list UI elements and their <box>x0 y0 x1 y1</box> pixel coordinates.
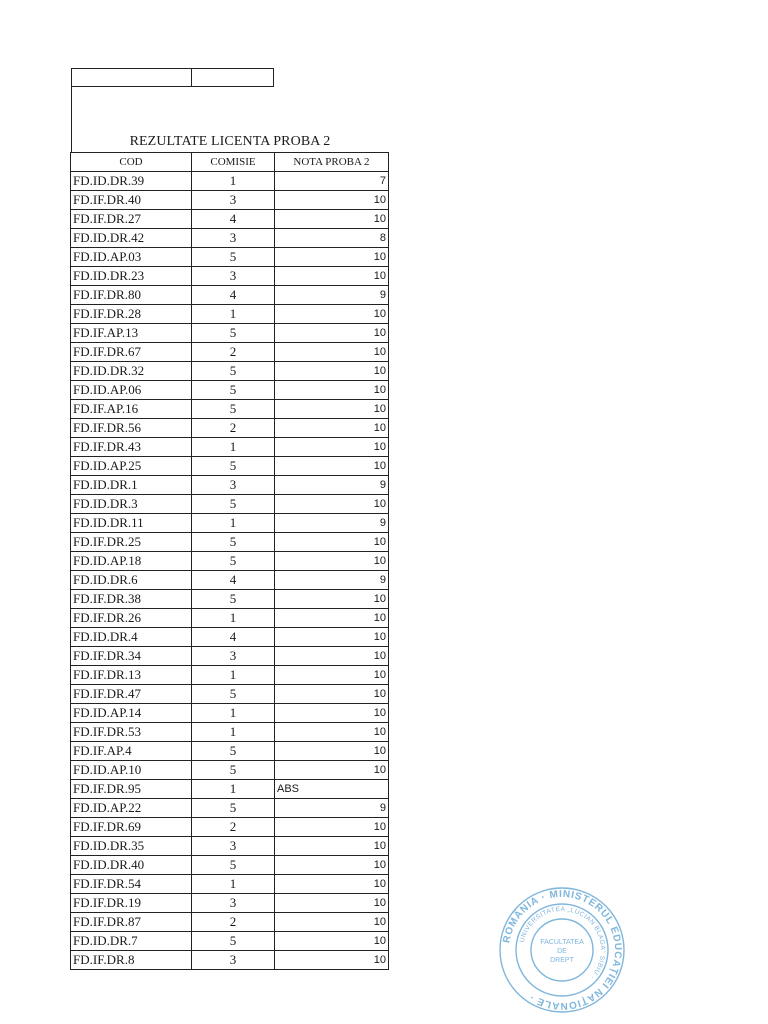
comisie-cell: 5 <box>192 685 275 704</box>
nota-cell: 10 <box>275 210 389 229</box>
table-row <box>71 552 389 571</box>
table-row <box>71 856 389 875</box>
comisie-cell: 4 <box>192 286 275 305</box>
nota-cell: 10 <box>275 305 389 324</box>
comisie-cell: 1 <box>192 704 275 723</box>
cod-cell: FD.ID.AP.14 <box>71 704 192 723</box>
table-row <box>71 438 389 457</box>
results-table <box>70 152 389 970</box>
table-row <box>71 533 389 552</box>
header-box-divider <box>191 69 192 86</box>
cod-cell: FD.ID.DR.11 <box>71 514 192 533</box>
nota-cell: 10 <box>275 590 389 609</box>
cod-cell: FD.ID.AP.03 <box>71 248 192 267</box>
comisie-cell: 2 <box>192 818 275 837</box>
nota-cell: 10 <box>275 742 389 761</box>
cod-cell: FD.IF.DR.95 <box>71 780 192 799</box>
nota-cell: 10 <box>275 951 389 970</box>
cod-cell: FD.ID.AP.22 <box>71 799 192 818</box>
cod-cell: FD.IF.DR.56 <box>71 419 192 438</box>
table-row <box>71 780 389 799</box>
table-row <box>71 818 389 837</box>
stamp-center-line-2: DE <box>557 948 567 955</box>
nota-cell: 10 <box>275 723 389 742</box>
comisie-cell: 5 <box>192 381 275 400</box>
nota-cell: 10 <box>275 647 389 666</box>
nota-cell: 10 <box>275 248 389 267</box>
table-row <box>71 685 389 704</box>
table-row <box>71 571 389 590</box>
comisie-cell: 3 <box>192 476 275 495</box>
comisie-cell: 1 <box>192 666 275 685</box>
table-row <box>71 172 389 191</box>
comisie-cell: 5 <box>192 248 275 267</box>
comisie-cell: 3 <box>192 647 275 666</box>
comisie-cell: 4 <box>192 571 275 590</box>
table-row <box>71 191 389 210</box>
cod-cell: FD.ID.DR.39 <box>71 172 192 191</box>
comisie-cell: 5 <box>192 362 275 381</box>
cod-cell: FD.ID.AP.25 <box>71 457 192 476</box>
nota-cell: 10 <box>275 495 389 514</box>
nota-cell: 10 <box>275 913 389 932</box>
table-row <box>71 932 389 951</box>
nota-cell: 9 <box>275 799 389 818</box>
comisie-cell: 1 <box>192 514 275 533</box>
comisie-cell: 3 <box>192 837 275 856</box>
table-row <box>71 229 389 248</box>
nota-cell: 10 <box>275 894 389 913</box>
cod-cell: FD.IF.DR.26 <box>71 609 192 628</box>
nota-cell: 10 <box>275 438 389 457</box>
nota-cell: 10 <box>275 818 389 837</box>
comisie-cell: 5 <box>192 932 275 951</box>
table-row <box>71 267 389 286</box>
stamp-center-line-3: DREPT <box>550 957 574 964</box>
nota-cell: 10 <box>275 628 389 647</box>
nota-cell: ABS <box>275 780 389 799</box>
comisie-cell: 1 <box>192 609 275 628</box>
nota-cell: 10 <box>275 324 389 343</box>
cod-cell: FD.IF.DR.43 <box>71 438 192 457</box>
results-table-body <box>71 172 389 970</box>
cod-cell: FD.ID.DR.7 <box>71 932 192 951</box>
cod-cell: FD.ID.DR.32 <box>71 362 192 381</box>
column-header-cod: COD <box>71 153 192 172</box>
table-row <box>71 704 389 723</box>
nota-cell: 10 <box>275 704 389 723</box>
cod-cell: FD.IF.DR.19 <box>71 894 192 913</box>
table-row <box>71 457 389 476</box>
table-row <box>71 723 389 742</box>
table-row <box>71 381 389 400</box>
comisie-cell: 1 <box>192 723 275 742</box>
header-empty-box <box>71 68 274 87</box>
table-row <box>71 742 389 761</box>
table-row <box>71 286 389 305</box>
comisie-cell: 1 <box>192 438 275 457</box>
table-row <box>71 495 389 514</box>
cod-cell: FD.ID.DR.1 <box>71 476 192 495</box>
table-row <box>71 913 389 932</box>
cod-cell: FD.IF.DR.38 <box>71 590 192 609</box>
table-row <box>71 875 389 894</box>
cod-cell: FD.ID.AP.10 <box>71 761 192 780</box>
nota-cell: 10 <box>275 267 389 286</box>
cod-cell: FD.ID.DR.42 <box>71 229 192 248</box>
cod-cell: FD.IF.DR.67 <box>71 343 192 362</box>
comisie-cell: 5 <box>192 856 275 875</box>
stamp-outer-text: ROMÂNIA · MINISTERUL EDUCAȚIEI NAȚIONALE · <box>501 888 624 1012</box>
nota-cell: 10 <box>275 343 389 362</box>
nota-cell: 9 <box>275 476 389 495</box>
nota-cell: 10 <box>275 837 389 856</box>
cod-cell: FD.ID.DR.4 <box>71 628 192 647</box>
cod-cell: FD.IF.DR.80 <box>71 286 192 305</box>
comisie-cell: 5 <box>192 742 275 761</box>
table-row <box>71 400 389 419</box>
cod-cell: FD.ID.DR.40 <box>71 856 192 875</box>
nota-cell: 10 <box>275 457 389 476</box>
cod-cell: FD.ID.DR.3 <box>71 495 192 514</box>
comisie-cell: 5 <box>192 590 275 609</box>
cod-cell: FD.ID.AP.06 <box>71 381 192 400</box>
table-row <box>71 799 389 818</box>
table-row <box>71 761 389 780</box>
stamp-center-line-1: FACULTATEA <box>540 939 584 946</box>
comisie-cell: 1 <box>192 780 275 799</box>
nota-cell: 10 <box>275 552 389 571</box>
nota-cell: 10 <box>275 932 389 951</box>
nota-cell: 10 <box>275 685 389 704</box>
nota-cell: 9 <box>275 514 389 533</box>
cod-cell: FD.ID.DR.6 <box>71 571 192 590</box>
column-header-comisie: COMISIE <box>192 153 275 172</box>
faculty-stamp <box>498 886 626 1014</box>
comisie-cell: 3 <box>192 951 275 970</box>
table-row <box>71 343 389 362</box>
comisie-cell: 4 <box>192 628 275 647</box>
cod-cell: FD.IF.DR.13 <box>71 666 192 685</box>
nota-cell: 10 <box>275 666 389 685</box>
table-row <box>71 419 389 438</box>
cod-cell: FD.IF.DR.87 <box>71 913 192 932</box>
comisie-cell: 5 <box>192 533 275 552</box>
column-header-nota: NOTA PROBA 2 <box>275 153 389 172</box>
cod-cell: FD.IF.DR.8 <box>71 951 192 970</box>
table-row <box>71 248 389 267</box>
nota-cell: 10 <box>275 875 389 894</box>
nota-cell: 10 <box>275 400 389 419</box>
comisie-cell: 1 <box>192 875 275 894</box>
table-row <box>71 362 389 381</box>
comisie-cell: 5 <box>192 761 275 780</box>
comisie-cell: 5 <box>192 799 275 818</box>
cod-cell: FD.ID.DR.35 <box>71 837 192 856</box>
cod-cell: FD.IF.DR.54 <box>71 875 192 894</box>
table-row <box>71 609 389 628</box>
comisie-cell: 2 <box>192 343 275 362</box>
comisie-cell: 4 <box>192 210 275 229</box>
cod-cell: FD.IF.DR.69 <box>71 818 192 837</box>
comisie-cell: 5 <box>192 324 275 343</box>
table-row <box>71 666 389 685</box>
nota-cell: 10 <box>275 533 389 552</box>
table-header-row <box>71 153 389 172</box>
cod-cell: FD.IF.AP.13 <box>71 324 192 343</box>
nota-cell: 10 <box>275 191 389 210</box>
comisie-cell: 2 <box>192 419 275 438</box>
cod-cell: FD.IF.AP.4 <box>71 742 192 761</box>
comisie-cell: 3 <box>192 229 275 248</box>
cod-cell: FD.IF.DR.27 <box>71 210 192 229</box>
comisie-cell: 5 <box>192 495 275 514</box>
comisie-cell: 5 <box>192 552 275 571</box>
table-row <box>71 476 389 495</box>
nota-cell: 10 <box>275 761 389 780</box>
comisie-cell: 5 <box>192 400 275 419</box>
nota-cell: 10 <box>275 381 389 400</box>
table-row <box>71 894 389 913</box>
comisie-cell: 1 <box>192 172 275 191</box>
nota-cell: 8 <box>275 229 389 248</box>
nota-cell: 10 <box>275 362 389 381</box>
comisie-cell: 3 <box>192 191 275 210</box>
cod-cell: FD.ID.AP.18 <box>71 552 192 571</box>
comisie-cell: 1 <box>192 305 275 324</box>
cod-cell: FD.IF.DR.34 <box>71 647 192 666</box>
nota-cell: 10 <box>275 419 389 438</box>
table-row <box>71 647 389 666</box>
table-row <box>71 210 389 229</box>
cod-cell: FD.IF.DR.25 <box>71 533 192 552</box>
nota-cell: 7 <box>275 172 389 191</box>
cod-cell: FD.IF.DR.47 <box>71 685 192 704</box>
table-row <box>71 590 389 609</box>
stamp-inner-text: UNIVERSITATEA „LUCIAN BLAGA” SIBIU · <box>518 905 607 981</box>
cod-cell: FD.IF.DR.53 <box>71 723 192 742</box>
table-row <box>71 305 389 324</box>
nota-cell: 10 <box>275 609 389 628</box>
cod-cell: FD.IF.AP.16 <box>71 400 192 419</box>
cod-cell: FD.ID.DR.23 <box>71 267 192 286</box>
table-row <box>71 324 389 343</box>
table-row <box>71 514 389 533</box>
nota-cell: 9 <box>275 286 389 305</box>
cod-cell: FD.IF.DR.28 <box>71 305 192 324</box>
document-title: REZULTATE LICENTA PROBA 2 <box>129 134 331 149</box>
nota-cell: 9 <box>275 571 389 590</box>
table-row <box>71 951 389 970</box>
comisie-cell: 3 <box>192 267 275 286</box>
table-row <box>71 837 389 856</box>
nota-cell: 10 <box>275 856 389 875</box>
table-row <box>71 628 389 647</box>
comisie-cell: 5 <box>192 457 275 476</box>
comisie-cell: 3 <box>192 894 275 913</box>
cod-cell: FD.IF.DR.40 <box>71 191 192 210</box>
comisie-cell: 2 <box>192 913 275 932</box>
